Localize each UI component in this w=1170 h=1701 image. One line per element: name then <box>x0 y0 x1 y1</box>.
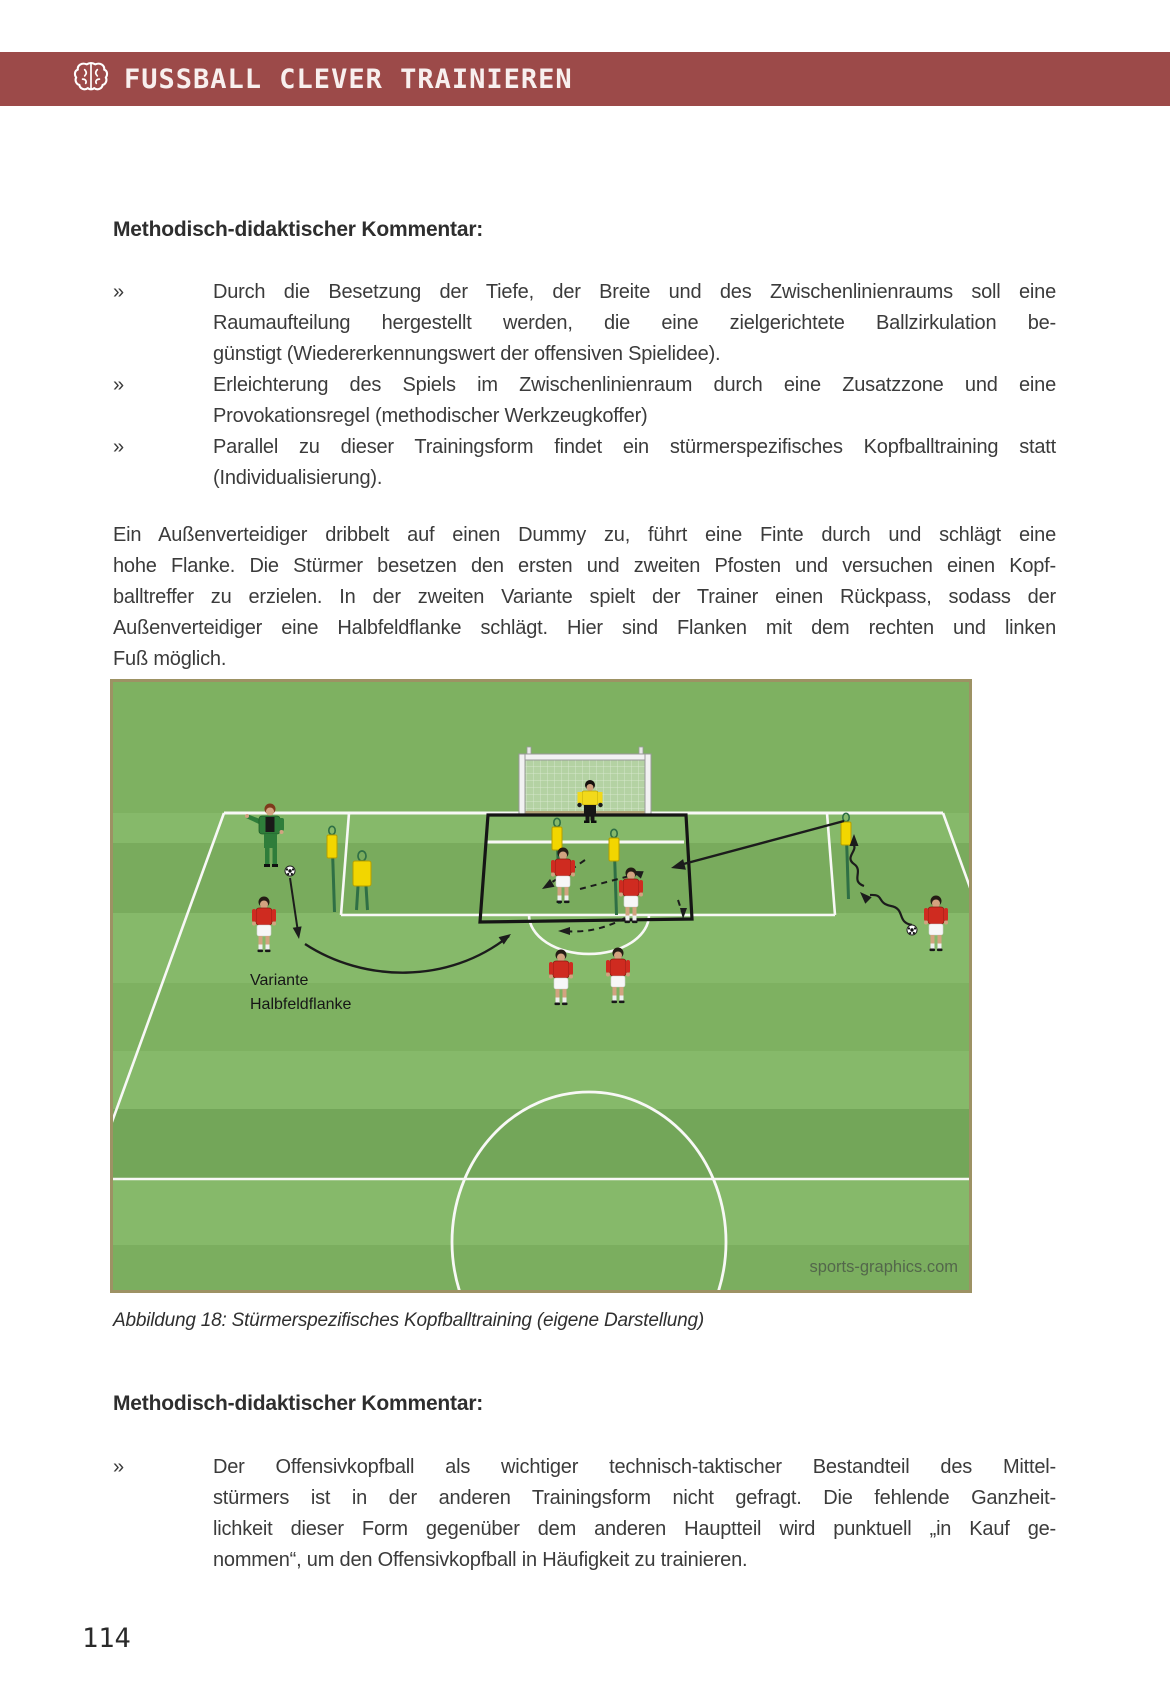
list-item <box>113 370 1056 432</box>
body-paragraph <box>113 520 1056 675</box>
variante-label: Variante <box>250 972 309 989</box>
soccer-ball <box>285 866 295 876</box>
soccer-field-diagram <box>113 682 969 1290</box>
section-heading: Methodisch-didaktischer Kommentar: <box>113 1392 484 1415</box>
paragraph-line: hohe Flanke. Die Stürmer besetzen den ersten und zweiten Pfosten und versuchen einen Kopf- <box>113 555 1056 577</box>
paragraph-line: Außenverteidiger eine Halbfeldflanke schlägt. Hier sind Flanken mit dem rechten und linken <box>113 617 1056 639</box>
bullet-text-line: günstigt (Wiedererkennungswert der offensiven Spielidee). <box>213 343 721 365</box>
page-number: 114 <box>82 1623 131 1654</box>
header-bar <box>0 52 1170 106</box>
bullet-marker: » <box>113 436 125 458</box>
bullet-text-line: lichkeit dieser Form gegenüber dem anderen Hauptteil wird punktuell „in Kauf ge- <box>213 1518 1056 1540</box>
soccer-ball <box>907 925 917 935</box>
list-item <box>113 277 1056 370</box>
list-item <box>113 432 1056 494</box>
bullet-text-line: Provokationsregel (methodischer Werkzeugkoffer) <box>213 405 648 427</box>
book-title: FUSSBALL CLEVER TRAINIEREN <box>124 63 573 95</box>
bullet-text-line: Durch die Besetzung der Tiefe, der Breite und des Zwischenlinienraums soll eine <box>213 281 1056 303</box>
bullet-marker: » <box>113 374 125 396</box>
bullet-list <box>113 1452 1056 1576</box>
list-item <box>113 1452 1056 1576</box>
paragraph-line: Fuß möglich. <box>113 648 227 670</box>
bullet-text-line: Parallel zu dieser Trainingsform findet ein stürmerspezifisches Kopfballtraining statt <box>213 436 1056 458</box>
brain-icon <box>72 60 110 99</box>
watermark: sports-graphics.com <box>809 1258 958 1276</box>
halbfeldflanke-label: Halbfeldflanke <box>250 996 352 1013</box>
bullet-text-line: Erleichterung des Spiels im Zwischenlinienraum durch eine Zusatzzone und eine <box>213 374 1056 396</box>
bullet-text-line: Der Offensivkopfball als wichtiger technisch-taktischer Bestandteil des Mittel- <box>213 1456 1056 1478</box>
bullet-marker: » <box>113 281 125 303</box>
training-diagram-figure <box>110 679 972 1293</box>
bullet-marker: » <box>113 1456 125 1478</box>
paragraph-line: balltreffer zu erzielen. In der zweiten Variante spielt der Trainer einen Rückpass, sodass der <box>113 586 1056 608</box>
bullet-text-line: stürmers ist in der anderen Trainingsform nicht gefragt. Die fehlende Ganzheit- <box>213 1487 1056 1509</box>
bullet-list <box>113 277 1056 494</box>
bullet-text-line: Raumaufteilung hergestellt werden, die eine zielgerichtete Ballzirkulation be- <box>213 312 1056 334</box>
bullet-text-line: nommen“, um den Offensivkopfball in Häufigkeit zu trainieren. <box>213 1549 748 1571</box>
paragraph-line: Ein Außenverteidiger dribbelt auf einen Dummy zu, führt eine Finte durch und schlägt eine <box>113 524 1056 546</box>
section-heading: Methodisch-didaktischer Kommentar: <box>113 218 484 241</box>
figure-caption: Abbildung 18: Stürmerspezifisches Kopfballtraining (eigene Darstellung) <box>113 1310 704 1331</box>
bullet-text-line: (Individualisierung). <box>213 467 383 489</box>
